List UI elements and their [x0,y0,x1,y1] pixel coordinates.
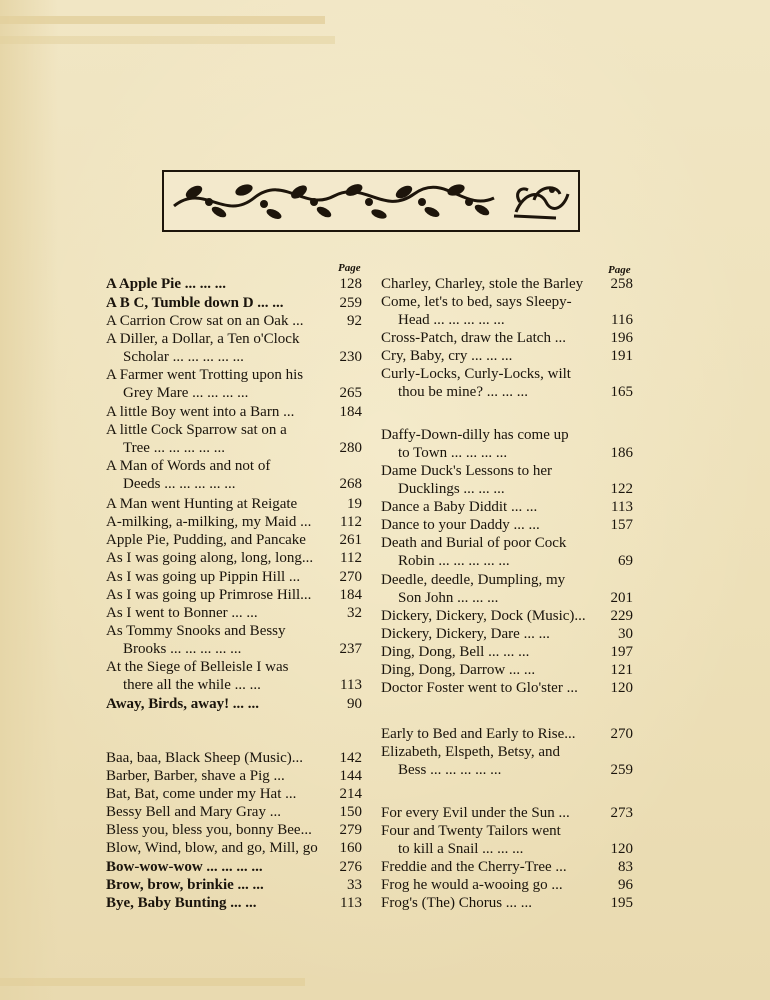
page-number: 186 [610,445,633,461]
page-number: 19 [347,496,362,512]
index-entry: For every Evil under the Sun ... [381,805,570,821]
index-entry-continuation: to kill a Snail ... ... ... [398,841,524,857]
index-entry: Charley, Charley, stole the Barley [381,276,584,292]
index-entry: A Diller, a Dollar, a Ten o'Clock [106,331,300,347]
index-entry: Away, Birds, away! ... ... [106,696,260,712]
index-entry-continuation: to Town ... ... ... ... [398,445,508,461]
page-number: 229 [610,608,633,624]
page-number: 120 [610,841,633,857]
index-entry-continuation: Grey Mare ... ... ... ... [123,385,249,401]
page-number: 157 [610,517,633,533]
index-entry: Brow, brow, brinkie ... ... [106,877,264,893]
page-number: 265 [339,385,362,401]
index-entry: A Apple Pie ... ... ... [106,276,227,292]
index-entry: Death and Burial of poor Cock [381,535,567,551]
index-entry: Ding, Dong, Darrow ... ... [381,662,536,678]
index-entry: Bye, Baby Bunting ... ... [106,895,257,911]
page-number: 144 [339,768,362,784]
page-number: 237 [339,641,362,657]
page-number: 184 [339,587,362,603]
page-number: 196 [610,330,633,346]
index-entry: Doctor Foster went to Glo'ster ... [381,680,578,696]
page-number: 122 [610,481,633,497]
page-column-header: Page [608,264,631,276]
page-number: 165 [610,384,633,400]
page-number: 201 [610,590,633,606]
index-entry-continuation: Bess ... ... ... ... ... [398,762,502,778]
index-entry-continuation: Brooks ... ... ... ... ... [123,641,242,657]
page-number: 83 [618,859,633,875]
page-column-header: Page [338,262,361,274]
index-entry: Daffy-Down-dilly has come up [381,427,569,443]
page-number: 69 [618,553,633,569]
index-entry: A Farmer went Trotting upon his [106,367,304,383]
index-entry-continuation: Son John ... ... ... [398,590,499,606]
index-entry: A B C, Tumble down D ... ... [106,295,284,311]
index-entry: As I went to Bonner ... ... [106,605,258,621]
index-entry-continuation: thou be mine? ... ... ... [398,384,528,400]
index-entry: Bow-wow-wow ... ... ... ... [106,859,263,875]
scan-artifact-strip [0,978,305,986]
page-number: 273 [610,805,633,821]
index-entry: Frog he would a-wooing go ... [381,877,563,893]
page-number: 214 [339,786,362,802]
page-number: 160 [339,840,362,856]
page-number: 92 [347,313,362,329]
index-entry: A little Cock Sparrow sat on a [106,422,287,438]
index-entry: Blow, Wind, blow, and go, Mill, go [106,840,318,856]
index-entry: Deedle, deedle, Dumpling, my [381,572,566,588]
page-number: 113 [611,499,633,515]
index-entry: A little Boy went into a Barn ... [106,404,295,420]
index-entry: Bat, Bat, come under my Hat ... [106,786,297,802]
page-number: 259 [339,295,362,311]
page-number: 191 [610,348,633,364]
page-number: 113 [340,677,362,693]
index-entry-continuation: Tree ... ... ... ... ... [123,440,225,456]
page-number: 113 [340,895,362,911]
page-number: 112 [340,514,362,530]
page-number: 195 [610,895,633,911]
index-entry: A Man of Words and not of [106,458,271,474]
page-number: 279 [339,822,362,838]
index-entry: Elizabeth, Elspeth, Betsy, and [381,744,560,760]
index-entry-continuation: Head ... ... ... ... ... [398,312,505,328]
index-entry-continuation: Scholar ... ... ... ... ... [123,349,244,365]
index-entry: Bessy Bell and Mary Gray ... [106,804,281,820]
index-entry: A-milking, a-milking, my Maid ... [106,514,312,530]
index-entry: A Man went Hunting at Reigate [106,496,298,512]
page-number: 32 [347,605,362,621]
index-entry: Ding, Dong, Bell ... ... ... [381,644,530,660]
scan-artifact-strip [0,36,335,44]
page-number: 121 [610,662,633,678]
page-number: 112 [340,550,362,566]
index-entry: As I was going up Pippin Hill ... [106,569,301,585]
index-entry: Dame Duck's Lessons to her [381,463,552,479]
index-entry-continuation: Ducklings ... ... ... [398,481,505,497]
page-number: 197 [610,644,633,660]
index-entry: Cross-Patch, draw the Latch ... [381,330,566,346]
page-number: 116 [611,312,633,328]
index-entry: Apple Pie, Pudding, and Pancake [106,532,306,548]
index-entry: Frog's (The) Chorus ... ... [381,895,533,911]
index-entry: Four and Twenty Tailors went [381,823,561,839]
page-number: 258 [610,276,633,292]
index-entry-continuation: Robin ... ... ... ... ... [398,553,510,569]
page-edge-shadow [0,0,58,1000]
index-entry: Barber, Barber, shave a Pig ... [106,768,285,784]
index-entry: Cry, Baby, cry ... ... ... [381,348,513,364]
index-entry: Freddie and the Cherry-Tree ... [381,859,567,875]
index-entry-continuation: Deeds ... ... ... ... ... [123,476,236,492]
page-number: 90 [347,696,362,712]
page-number: 276 [339,859,362,875]
index-entry: Bless you, bless you, bonny Bee... [106,822,312,838]
page-number: 33 [347,877,362,893]
page-number: 270 [610,726,633,742]
page-number: 142 [339,750,362,766]
index-entry: At the Siege of Belleisle I was [106,659,289,675]
index-entry: Come, let's to bed, says Sleepy- [381,294,572,310]
page-number: 268 [339,476,362,492]
page-number: 150 [339,804,362,820]
page-number: 280 [339,440,362,456]
index-entry: A Carrion Crow sat on an Oak ... [106,313,304,329]
scan-artifact-strip [0,16,325,24]
page-number: 270 [339,569,362,585]
page-number: 30 [618,626,633,642]
index-entry: Curly-Locks, Curly-Locks, wilt [381,366,571,382]
index-entry: Dance to your Daddy ... ... [381,517,540,533]
page-number: 96 [618,877,633,893]
page-number: 128 [339,276,362,292]
index-entry: Early to Bed and Early to Rise... [381,726,576,742]
index-entry: As I was going up Primrose Hill... [106,587,312,603]
decorative-headpiece [162,170,580,232]
index-entry: Dickery, Dickery, Dock (Music)... [381,608,586,624]
index-entry-continuation: there all the while ... ... [123,677,261,693]
index-entry: As I was going along, long, long... [106,550,314,566]
index-entry: Dickery, Dickery, Dare ... ... [381,626,550,642]
index-entry: Baa, baa, Black Sheep (Music)... [106,750,304,766]
page-number: 259 [610,762,633,778]
page-number: 261 [339,532,362,548]
page-number: 120 [610,680,633,696]
index-entry: Dance a Baby Diddit ... ... [381,499,538,515]
index-entry: As Tommy Snooks and Bessy [106,623,286,639]
page-number: 230 [339,349,362,365]
vine-ornament-icon [164,172,578,230]
page-number: 184 [339,404,362,420]
